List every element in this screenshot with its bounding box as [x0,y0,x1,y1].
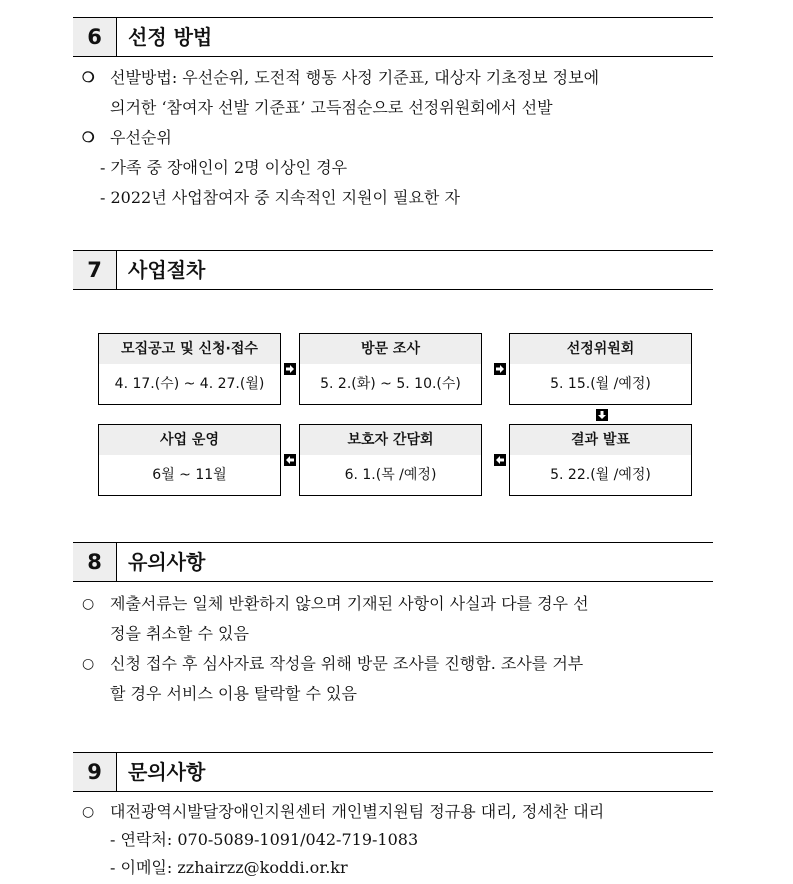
section-7-header [73,250,713,290]
step-date: 6. 1.(목 /예정) [344,467,437,483]
step-results [509,424,692,496]
section-title: 사업절차 [128,258,206,282]
notice-1-line2: 정을 취소할 수 있음 [110,624,249,643]
bullet-icon: ○ [82,596,95,612]
section-title: 선정 방법 [128,25,213,49]
step-operation [98,424,281,496]
section-number: 8 [73,543,117,581]
notice-2-line1: 신청 접수 후 심사자료 작성을 위해 방문 조사를 진행함. 조사를 거부 [110,654,584,673]
step-title: 모집공고 및 신청·접수 [99,334,280,364]
step-date: 5. 22.(월 /예정) [550,467,651,483]
step-selection-committee [509,333,692,405]
arrow-right-icon [284,363,296,375]
step-title: 선정위원회 [510,334,691,364]
step-date: 5. 15.(월 /예정) [550,376,651,392]
section-6-header [73,17,713,57]
contact-person: 대전광역시발달장애인지원센터 개인별지원팀 정규용 대리, 정세찬 대리 [110,802,605,821]
section-number: 7 [73,251,117,289]
step-title: 보호자 간담회 [300,425,481,455]
step-title: 결과 발표 [510,425,691,455]
contact-phone: - 연락처: 070-5089-1091/042-719-1083 [110,830,419,849]
step-title: 사업 운영 [99,425,280,455]
notice-1-line1: 제출서류는 일체 반환하지 않으며 기재된 사항이 사실과 다를 경우 선 [110,594,589,613]
bullet-icon: ❍ [82,130,95,146]
section-9-header [73,752,713,792]
contact-email: - 이메일: zzhairzz@koddi.or.kr [110,858,348,877]
arrow-right-icon [494,363,506,375]
section-8-header [73,542,713,582]
step-guardian-meeting [299,424,482,496]
selection-method-line1: 선발방법: 우선순위, 도전적 행동 사정 기준표, 대상자 기초정보 정보에 [110,68,600,87]
bullet-icon: ○ [82,804,95,820]
section-title: 문의사항 [128,760,206,784]
priority-item-1: - 가족 중 장애인이 2명 이상인 경우 [100,158,348,177]
step-date: 5. 2.(화) ~ 5. 10.(수) [320,376,461,392]
step-date: 4. 17.(수) ~ 4. 27.(월) [114,376,265,392]
selection-method-line2: 의거한 ‘참여자 선발 기준표’ 고득점순으로 선정위원회에서 선발 [110,98,553,117]
section-number: 9 [73,753,117,791]
notice-2-line2: 할 경우 서비스 이용 탈락할 수 있음 [110,684,357,703]
bullet-icon: ○ [82,656,95,672]
arrow-left-icon [494,454,506,466]
arrow-left-icon [284,454,296,466]
arrow-down-icon [596,409,608,421]
step-visit-survey [299,333,482,405]
step-recruitment [98,333,281,405]
step-date: 6월 ~ 11월 [152,467,227,483]
priority-label: 우선순위 [110,128,172,147]
section-title: 유의사항 [128,550,206,574]
step-title: 방문 조사 [300,334,481,364]
section-number: 6 [73,18,117,56]
bullet-icon: ❍ [82,70,95,86]
priority-item-2: - 2022년 사업참여자 중 지속적인 지원이 필요한 자 [100,188,460,207]
